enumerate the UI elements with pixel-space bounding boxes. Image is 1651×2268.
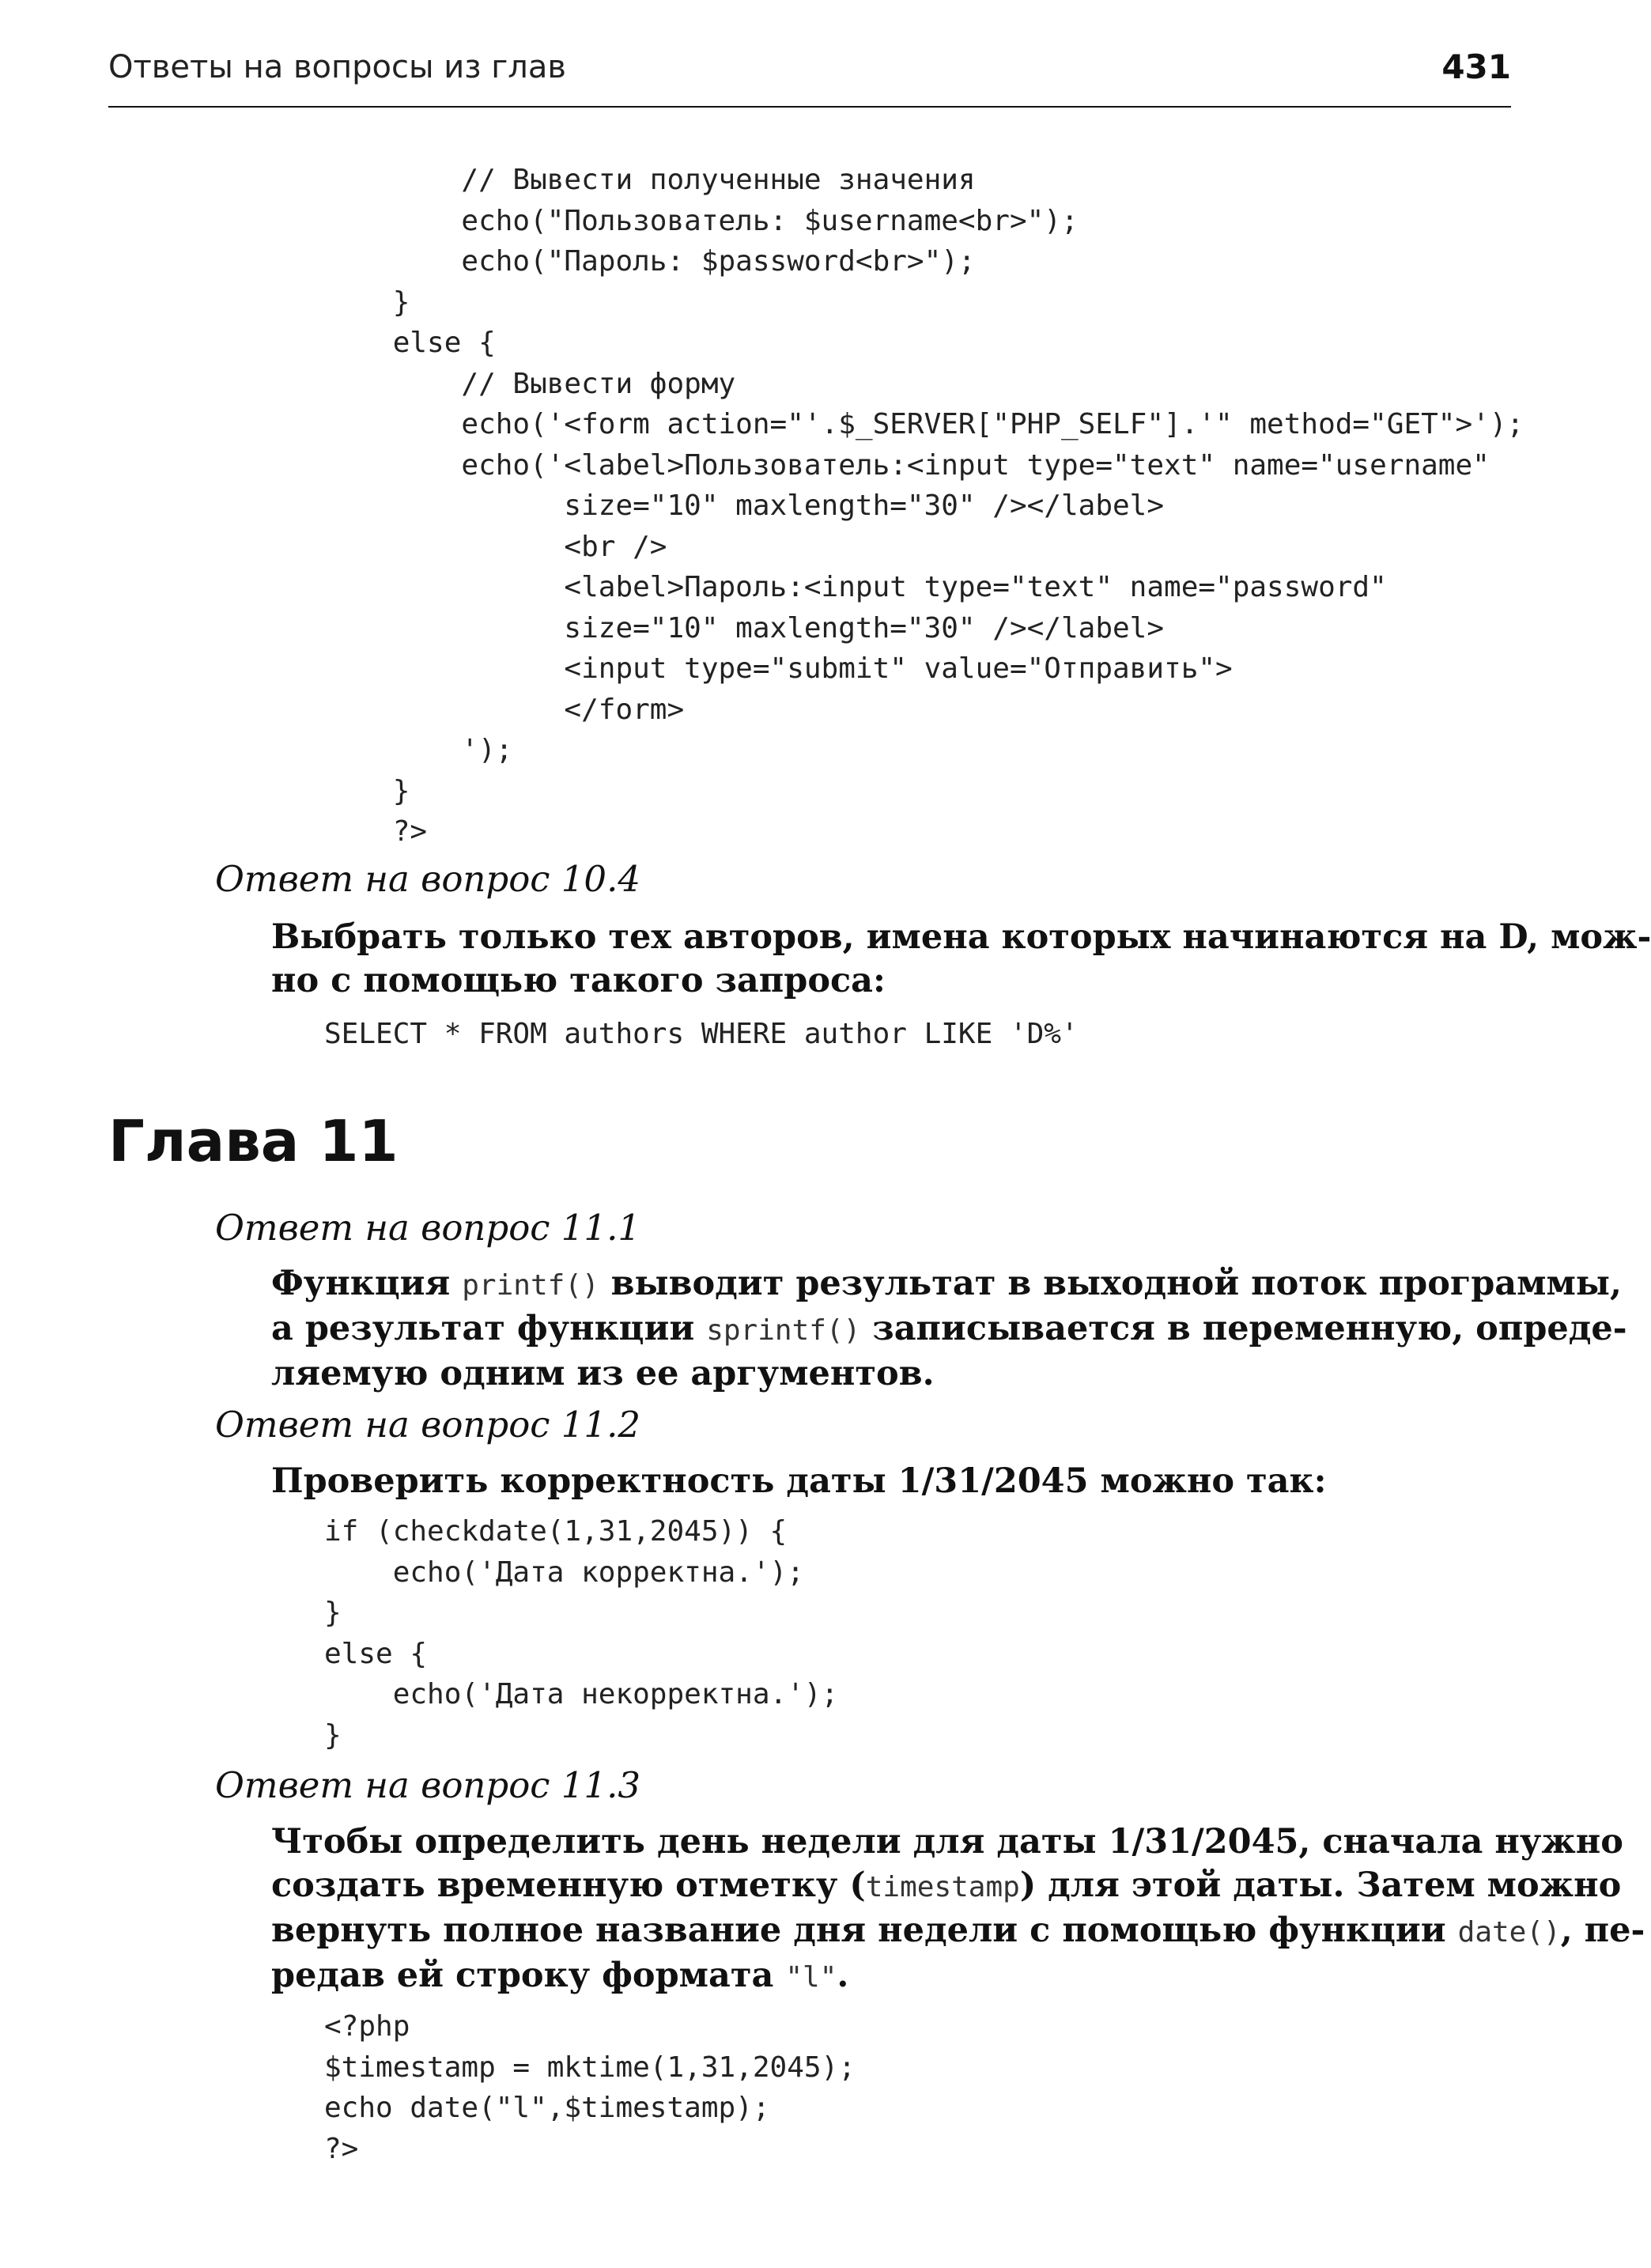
answer-11-1-line-3: ляемую одним из ее аргументов.: [271, 1354, 935, 1393]
answer-text-11-2: [271, 1460, 1511, 1503]
answer-heading-11-2: Ответ на вопрос 11.2: [215, 1404, 641, 1446]
code-sql-query: SELECT * FROM authors WHERE author LIKE 'D%': [324, 1018, 1079, 1050]
answer-11-3-line-4: [271, 1954, 1511, 1999]
answer-11-2-line-1: Проверить корректность даты 1/31/2045 можно так:: [271, 1461, 1327, 1501]
answer-11-3-line-1: Чтобы определить день недели для даты 1/31/2045, сначала нужно: [271, 1822, 1623, 1862]
inline-code-date: date(): [1457, 1916, 1561, 1949]
answer-text-11-1: [271, 1262, 1627, 1396]
text-run: создать временную отметку (: [271, 1865, 866, 1905]
answer-text-11-3: [271, 1820, 1645, 1999]
header-rule: [108, 106, 1511, 108]
answer-text-10-4: [271, 916, 1651, 1003]
text-run: вернуть полное название дня недели с помощью функции: [271, 1911, 1458, 1950]
running-head-title: Ответы на вопросы из глав: [108, 49, 566, 85]
answer-11-3-line-3: [271, 1909, 1645, 1954]
text-run: Функция: [271, 1264, 463, 1303]
chapter-title: Глава 11: [108, 1108, 399, 1174]
text-run: , пе-: [1560, 1911, 1645, 1950]
code-checkdate: if (checkdate(1,31,2045)) { echo('Дата корректна.'); } else { echo('Дата некорректна.'); }: [324, 1515, 839, 1752]
inline-code-sprintf: sprintf(): [706, 1314, 861, 1347]
answer-11-1-line-2: [271, 1307, 1627, 1352]
answer-10-4-line-2: но с помощью такого запроса:: [271, 961, 886, 1000]
text-run: ) для этой даты. Затем можно: [1019, 1865, 1622, 1905]
answer-heading-11-3: Ответ на вопрос 11.3: [215, 1764, 641, 1806]
inline-code-printf: printf(): [462, 1269, 599, 1302]
text-run: записывается в переменную, опреде-: [860, 1309, 1627, 1348]
text-run: .: [837, 1956, 849, 1995]
inline-code-timestamp: timestamp: [865, 1871, 1020, 1903]
page-number: 431: [1441, 47, 1511, 86]
text-run: редав ей строку формата: [271, 1956, 786, 1995]
inline-code-format: "l": [785, 1961, 837, 1994]
answer-heading-10-4: Ответ на вопрос 10.4: [215, 858, 641, 900]
code-listing-php-form: // Вывести полученные значения echo("Пользователь: $username<br>"); echo("Пароль: $password<br>"); } else { // Вывести форму echo('<form action="'.$_SERVER["PHP_SELF"].'" method="GET">'); echo('<label>Пользователь:<input type="text" name="username" size="10" maxlength="30" /></label> <br /> <label>Пароль:<input type="text" name="password" size="10" maxlength="30" /></label> <input type="submit" value="Отправить"> </form> '); } ?>: [392, 164, 1524, 848]
text-run: выводит результат в выходной поток программы,: [599, 1264, 1622, 1303]
answer-11-3-line-2: [271, 1864, 1622, 1909]
answer-10-4-line-1: Выбрать только тех авторов, имена которых начинаются на D, мож-: [271, 917, 1651, 957]
running-head: [108, 44, 1511, 90]
code-mktime: <?php $timestamp = mktime(1,31,2045); echo date("l",$timestamp); ?>: [324, 2010, 856, 2165]
text-run: а результат функции: [271, 1309, 707, 1348]
answer-11-1-line-1: [271, 1262, 1622, 1307]
answer-heading-11-1: Ответ на вопрос 11.1: [215, 1207, 641, 1249]
